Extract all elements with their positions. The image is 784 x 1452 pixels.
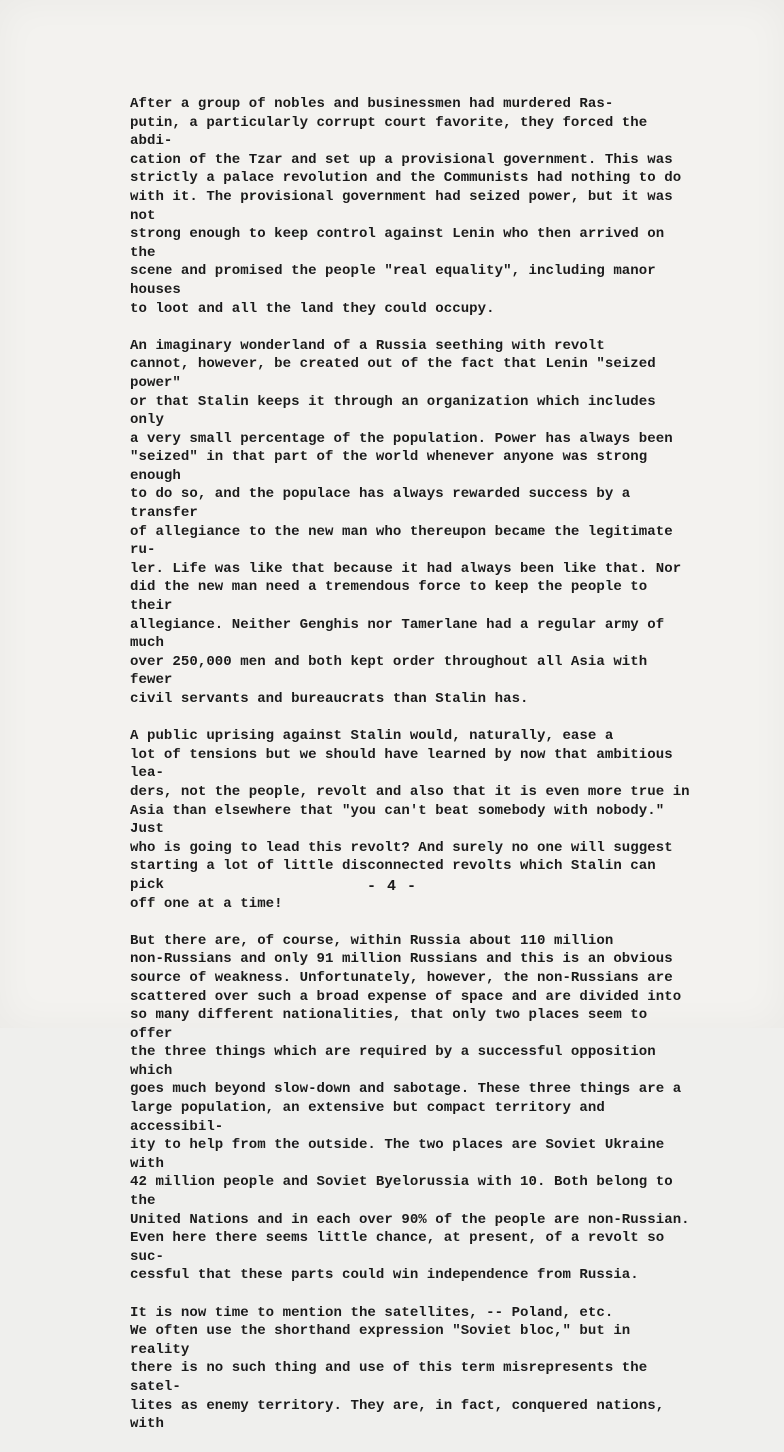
- page-number: - 4 -: [366, 878, 417, 895]
- paragraph-5: It is now time to mention the satellites, -- Poland, etc. We often use the shorthand expression "Soviet bloc," but in reality there is no such thing and use of this term misrepresents the satel- lites as enemy territory. They are, in fact, conquered nations, with: [130, 1304, 665, 1433]
- body-text: [130, 95, 690, 1452]
- paragraph-3: A public uprising against Stalin would, naturally, ease a lot of tensions but we should have learned by now that ambitious lea- ders, not the people, revolt and also that it is even more true in Asia than elsewhere that "you can't beat somebody with nobody." Just who is going to lead this revolt? And surely no one will suggest starting a lot of little disconnected revolts which Stalin can pick off one at a time!: [130, 728, 690, 912]
- paragraph-4: But there are, of course, within Russia about 110 million non-Russians and only 91 million Russians and this is an obvious source of weakness. Unfortunately, however, the non-Russians are scattered over such a broad expense of space and are divided into so many different nationalities, that only two places seem to offer the three things which are required by a successful opposition which goes much beyond slow-down and sabotage. These three things are a large population, an extensive but compact territory and accessibil- ity to help from the outside. The two places are Soviet Ukraine with 42 million people and Soviet Byelorussia with 10. Both belong to the United Nations and in each over 90% of the people are non-Russian. Even here there seems little chance, at present, of a revolt so suc- cessful that these parts could win independence from Russia.: [130, 932, 690, 1284]
- paragraph-2: An imaginary wonderland of a Russia seething with revolt cannot, however, be created out of the fact that Lenin "seized power" or that Stalin keeps it through an organization which includes only a very small percentage of the population. Power has always been "seized" in that part of the world whenever anyone was strong enough to do so, and the populace has always rewarded success by a transfer of allegiance to the new man who thereupon became the legitimate ru- ler. Life was like that because it had always been like that. Nor did the new man need a tremendous force to keep the people to their allegiance. Neither Genghis nor Tamerlane had a regular army of much over 250,000 men and both kept order throughout all Asia with fewer civil servants and bureaucrats than Stalin has.: [130, 337, 682, 707]
- paragraph-1: After a group of nobles and businessmen had murdered Ras- putin, a particularly corrupt court favorite, they forced the abdi- cation of the Tzar and set up a provisional government. This was strictly a palace revolution and the Communists had nothing to do with it. The provisional government had seized power, but it was not strong enough to keep control against Lenin who then arrived on the scene and promised the people "real equality", including manor houses to loot and all the land they could occupy.: [130, 96, 682, 317]
